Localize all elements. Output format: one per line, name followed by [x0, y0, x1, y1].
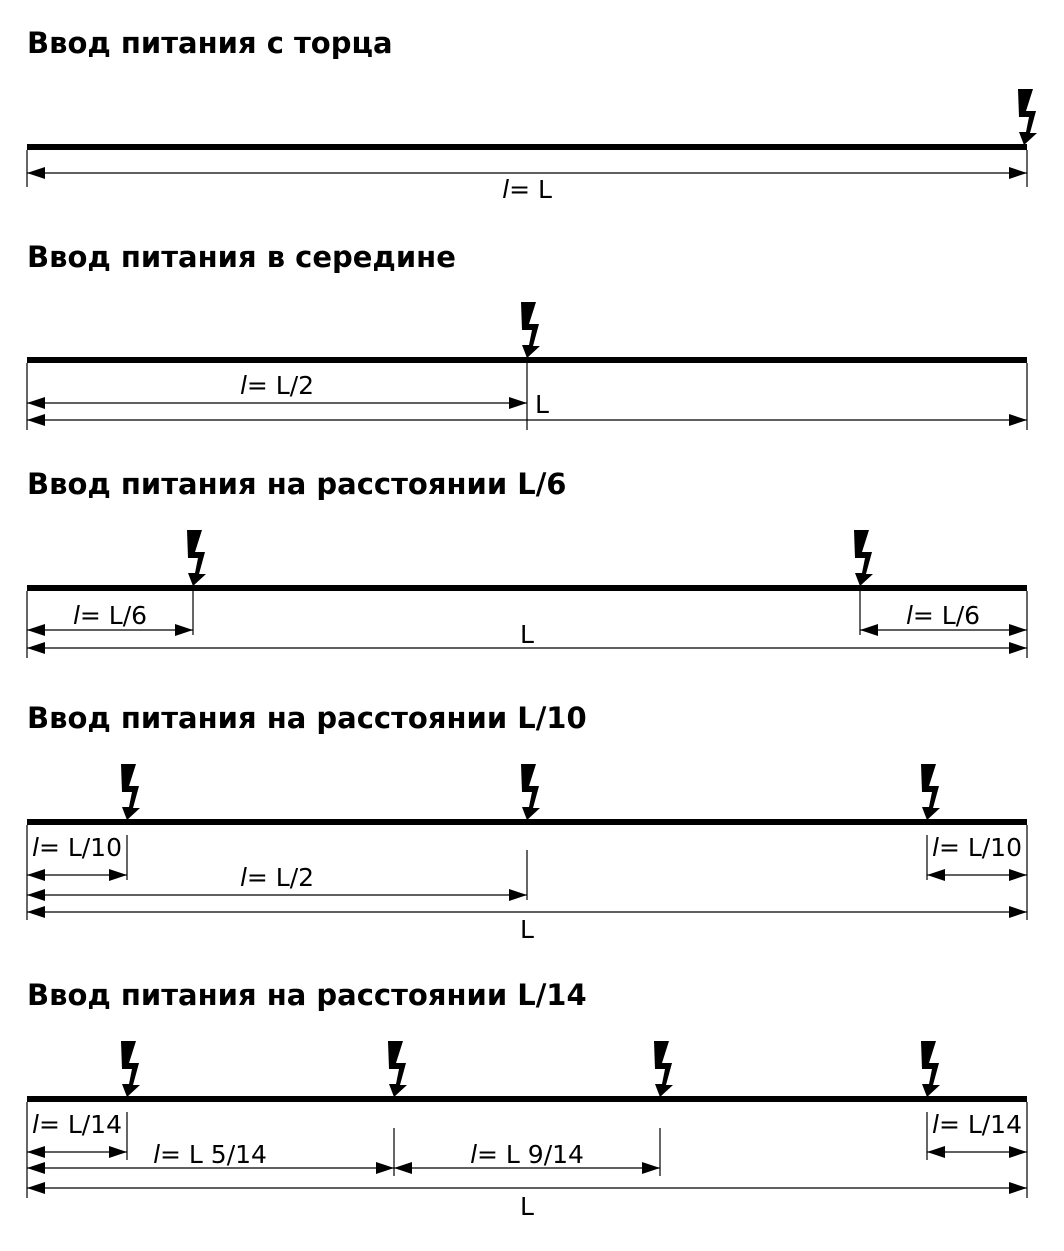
dimension-label — [32, 1110, 122, 1139]
length-value: = L 9/14 — [477, 1140, 584, 1169]
length-value: = L/6 — [79, 601, 148, 630]
lightning-bolt-icon — [388, 1041, 407, 1097]
lightning-bolt-icon — [121, 764, 140, 820]
arrow-head — [27, 167, 45, 179]
arrow-head — [1009, 642, 1027, 654]
length-symbol: l — [153, 1140, 161, 1169]
length-value: = L 5/14 — [160, 1140, 267, 1169]
arrow-head — [509, 889, 527, 901]
lightning-bolt-icon — [654, 1041, 673, 1097]
arrow-head — [1009, 624, 1027, 636]
arrow-head — [860, 624, 878, 636]
dimension-label — [240, 371, 314, 400]
length-value: L — [535, 390, 549, 419]
section-title-end-feed: Ввод питания с торца — [27, 26, 393, 60]
length-symbol: l — [931, 833, 939, 862]
arrow-head — [175, 624, 193, 636]
length-symbol: l — [905, 601, 913, 630]
arrow-head — [109, 869, 127, 881]
dimension-label — [32, 833, 122, 862]
length-value: L — [520, 1192, 534, 1221]
arrow-head — [376, 1162, 394, 1174]
dimension-label — [73, 601, 147, 630]
length-symbol: l — [31, 1110, 39, 1139]
dimension-label — [520, 915, 534, 944]
arrow-head — [109, 1146, 127, 1158]
arrow-head — [27, 414, 45, 426]
length-symbol: l — [239, 863, 247, 892]
arrow-head — [509, 397, 527, 409]
arrow-head — [1009, 167, 1027, 179]
length-symbol: l — [931, 1110, 939, 1139]
lightning-bolt-icon — [921, 1041, 940, 1097]
dimension-label — [240, 863, 314, 892]
length-symbol: l — [470, 1140, 478, 1169]
arrow-head — [27, 624, 45, 636]
dimension-label — [932, 1110, 1022, 1139]
dimension-label — [520, 1192, 534, 1221]
length-value: = L/14 — [38, 1110, 123, 1139]
length-symbol: l — [31, 833, 39, 862]
arrow-head — [1009, 1182, 1027, 1194]
dimension-label — [520, 620, 534, 649]
arrow-head — [1009, 414, 1027, 426]
length-value: L — [520, 620, 534, 649]
arrow-head — [1009, 1146, 1027, 1158]
lightning-bolt-icon — [187, 530, 206, 586]
length-value: = L/10 — [38, 833, 123, 862]
length-symbol: l — [72, 601, 80, 630]
arrow-head — [1009, 906, 1027, 918]
length-value: = L/2 — [246, 863, 315, 892]
arrow-head — [27, 1146, 45, 1158]
section-title-l14-feed: Ввод питания на расстоянии L/14 — [27, 978, 587, 1012]
arrow-head — [927, 869, 945, 881]
arrow-head — [927, 1146, 945, 1158]
arrow-head — [394, 1162, 412, 1174]
arrow-head — [1009, 869, 1027, 881]
section-title-l6-feed: Ввод питания на расстоянии L/6 — [27, 467, 567, 501]
lightning-bolt-icon — [121, 1041, 140, 1097]
lightning-bolt-icon — [854, 530, 873, 586]
dimension-label — [470, 1140, 584, 1169]
arrow-head — [27, 889, 45, 901]
dimension-label — [153, 1140, 267, 1169]
lightning-bolt-icon — [921, 764, 940, 820]
section-title-middle-feed: Ввод питания в середине — [27, 240, 456, 274]
length-symbol: l — [239, 371, 247, 400]
length-value: = L — [509, 175, 552, 204]
lightning-bolt-icon — [521, 302, 540, 358]
arrow-head — [642, 1162, 660, 1174]
dimension-label — [535, 390, 549, 419]
length-value: = L/2 — [246, 371, 315, 400]
arrow-head — [27, 906, 45, 918]
lightning-bolt-icon — [1018, 89, 1037, 145]
arrow-head — [27, 642, 45, 654]
length-symbol: l — [502, 175, 510, 204]
lightning-bolt-icon — [521, 764, 540, 820]
dimension-label — [932, 833, 1022, 862]
arrow-head — [27, 1162, 45, 1174]
arrow-head — [27, 397, 45, 409]
section-title-l10-feed: Ввод питания на расстоянии L/10 — [27, 701, 587, 735]
length-value: = L/14 — [938, 1110, 1023, 1139]
dimension-label — [502, 175, 552, 204]
length-value: = L/6 — [912, 601, 981, 630]
arrow-head — [27, 1182, 45, 1194]
dimension-label — [906, 601, 980, 630]
length-value: L — [520, 915, 534, 944]
length-value: = L/10 — [938, 833, 1023, 862]
arrow-head — [27, 869, 45, 881]
